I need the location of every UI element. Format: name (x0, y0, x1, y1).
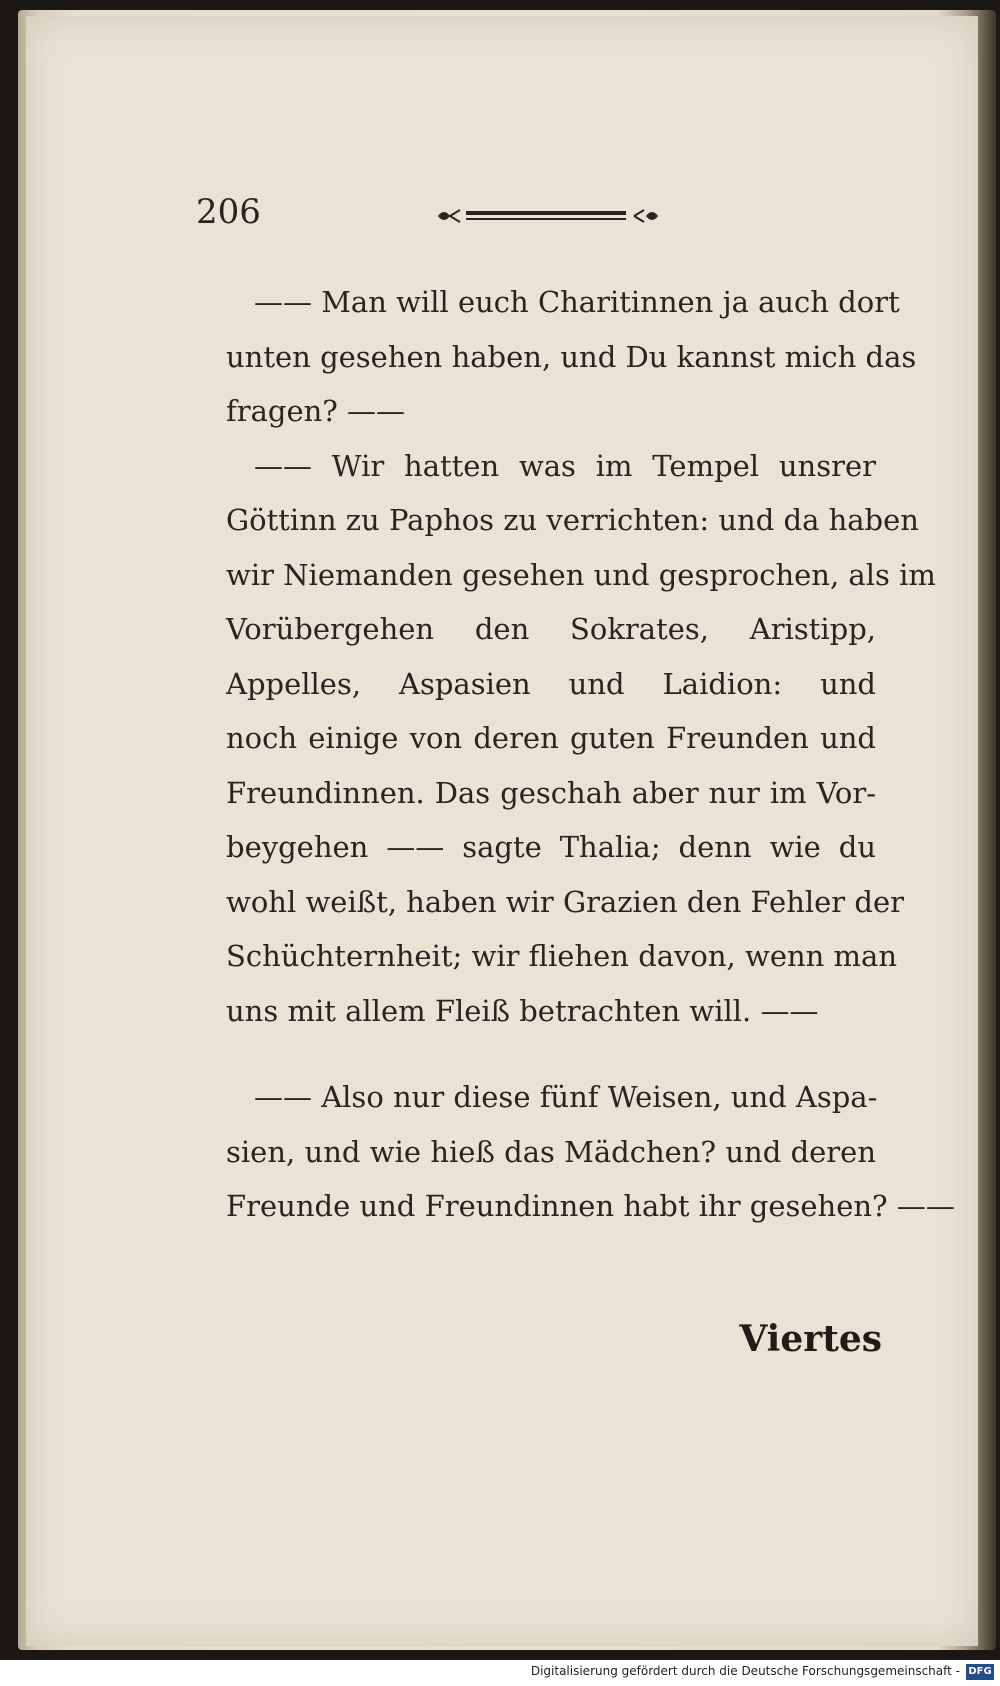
text-line: —— Man will euch Charitinnen ja auch dort (254, 285, 900, 319)
text-line: Freundinnen. Das geschah aber nur im Vor- (226, 775, 876, 810)
page-header (196, 192, 896, 242)
text-line: wohl weißt, haben wir Grazien den Fehler der (226, 884, 904, 919)
text-line: uns mit allem Fleiß betrachten will. —— (226, 993, 819, 1028)
text-line: —— Wir hatten was im Tempel unsrer (254, 448, 876, 483)
header-ornament-icon (434, 202, 664, 232)
text-line: Appelles, Aspasien und Laidion: und (226, 666, 876, 701)
text-line: unten gesehen haben, und Du kannst mich das (226, 339, 917, 374)
catchword: Viertes (739, 1318, 882, 1360)
text-line: —— Also nur diese fünf Weisen, und Aspa- (254, 1080, 878, 1114)
footer-credit: Digitalisierung gefördert durch die Deutsche Forschungsgemeinschaft - (530, 1664, 960, 1678)
text-line: sien, und wie hieß das Mädchen? und deren (226, 1134, 876, 1169)
page-number: 206 (196, 192, 261, 232)
text-line: Göttinn zu Paphos zu verrichten: und da haben (226, 503, 919, 537)
text-line: noch einige von deren guten Freunden und (226, 721, 876, 755)
text-line: wir Niemanden gesehen und gesprochen, als im (226, 557, 936, 592)
text-line: Freunde und Freundinnen habt ihr gesehen? —— (226, 1189, 955, 1223)
text-line: fragen? —— (226, 394, 406, 428)
footer (0, 1660, 1000, 1686)
body-text (226, 275, 955, 1234)
dfg-logo-icon: DFG (966, 1664, 994, 1680)
text-line: Vorübergehen den Sokrates, Aristipp, (226, 612, 876, 646)
paragraph-gap (226, 1038, 876, 1070)
text-line: Schüchternheit; wir fliehen davon, wenn man (226, 939, 898, 973)
text-line: beygehen —— sagte Thalia; denn wie du (226, 830, 876, 864)
